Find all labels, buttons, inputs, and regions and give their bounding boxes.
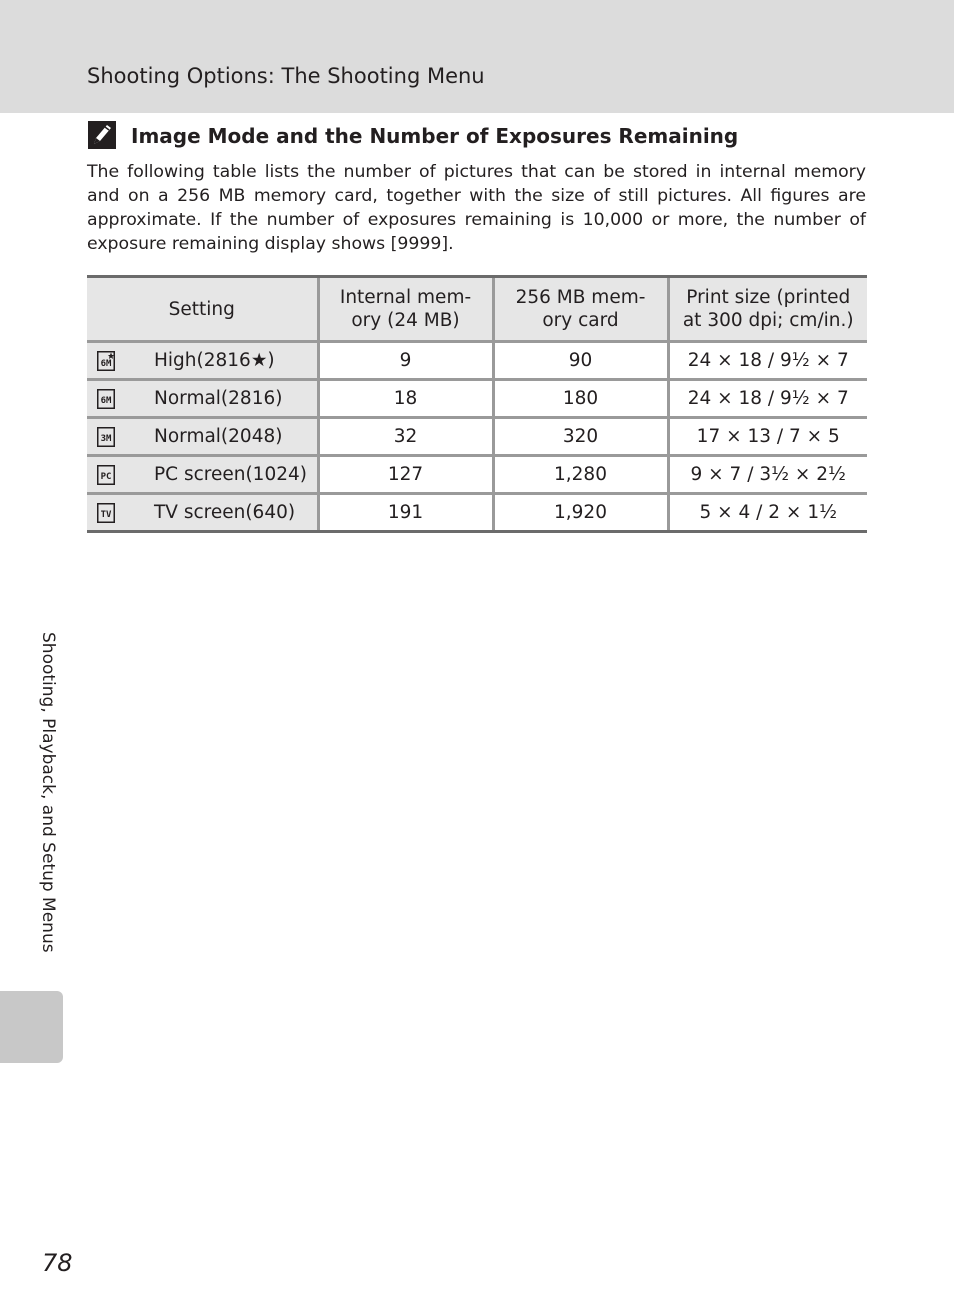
- svg-text:6M: 6M: [100, 395, 112, 406]
- print-size-value: 24 × 18 / 9½ × 7: [668, 380, 867, 418]
- page-number: 78: [42, 1249, 73, 1277]
- memory-card-value: 1,280: [493, 456, 668, 494]
- table-header-row: [87, 277, 867, 342]
- header-print-size: Print size (printed at 300 dpi; cm/in.): [668, 277, 867, 342]
- setting-label: TV screen(640): [154, 502, 296, 523]
- header-band: [0, 0, 954, 113]
- header-memory-card: 256 MB mem- ory card: [493, 277, 668, 342]
- setting-label: High(2816★): [154, 350, 275, 371]
- svg-text:PC: PC: [100, 471, 112, 482]
- 3m-icon: [97, 427, 115, 447]
- setting-label: Normal(2816): [154, 388, 283, 409]
- page-header-title: Shooting Options: The Shooting Menu: [87, 64, 485, 88]
- tv-icon: [97, 503, 115, 523]
- memory-card-value: 1,920: [493, 494, 668, 532]
- side-tab-label: Shooting, Playback, and Setup Menus: [38, 632, 58, 953]
- internal-memory-value: 32: [318, 418, 493, 456]
- 6m-icon: [97, 389, 115, 409]
- internal-memory-value: 127: [318, 456, 493, 494]
- table-row: [87, 418, 867, 456]
- table-row: [87, 494, 867, 532]
- internal-memory-value: 9: [318, 342, 493, 380]
- table-row: [87, 342, 867, 380]
- pc-icon: [97, 465, 115, 485]
- setting-cell: [87, 380, 318, 418]
- setting-cell: [87, 418, 318, 456]
- header-internal-memory: Internal mem- ory (24 MB): [318, 277, 493, 342]
- section-heading: Image Mode and the Number of Exposures Remaining: [131, 124, 739, 148]
- setting-label: PC screen(1024): [154, 464, 307, 485]
- memory-card-value: 180: [493, 380, 668, 418]
- header-setting: Setting: [87, 277, 318, 342]
- intro-paragraph: The following table lists the number of pictures that can be stored in internal memory and on a 256 MB memory card, together with the size of still pictures. All figures are approximate. If the number of exposures remaining is 10,000 or more, the number of exposure remaining display shows [9999].: [87, 162, 866, 254]
- svg-text:6M: 6M: [100, 358, 112, 369]
- print-size-value: 5 × 4 / 2 × 1½: [668, 494, 867, 532]
- internal-memory-value: 18: [318, 380, 493, 418]
- setting-label: Normal(2048): [154, 426, 283, 447]
- memory-card-value: 320: [493, 418, 668, 456]
- memory-card-value: 90: [493, 342, 668, 380]
- svg-text:3M: 3M: [100, 433, 112, 444]
- svg-text:TV: TV: [100, 509, 112, 520]
- pencil-note-icon: [88, 121, 116, 149]
- setting-cell: [87, 456, 318, 494]
- table-row: [87, 380, 867, 418]
- table-row: [87, 456, 867, 494]
- side-tab-marker: [0, 991, 63, 1063]
- setting-cell: [87, 342, 318, 380]
- image-mode-table: [87, 275, 867, 533]
- internal-memory-value: 191: [318, 494, 493, 532]
- print-size-value: 9 × 7 / 3½ × 2½: [668, 456, 867, 494]
- print-size-value: 17 × 13 / 7 × 5: [668, 418, 867, 456]
- 6m-star-icon: [97, 351, 115, 371]
- print-size-value: 24 × 18 / 9½ × 7: [668, 342, 867, 380]
- setting-cell: [87, 494, 318, 532]
